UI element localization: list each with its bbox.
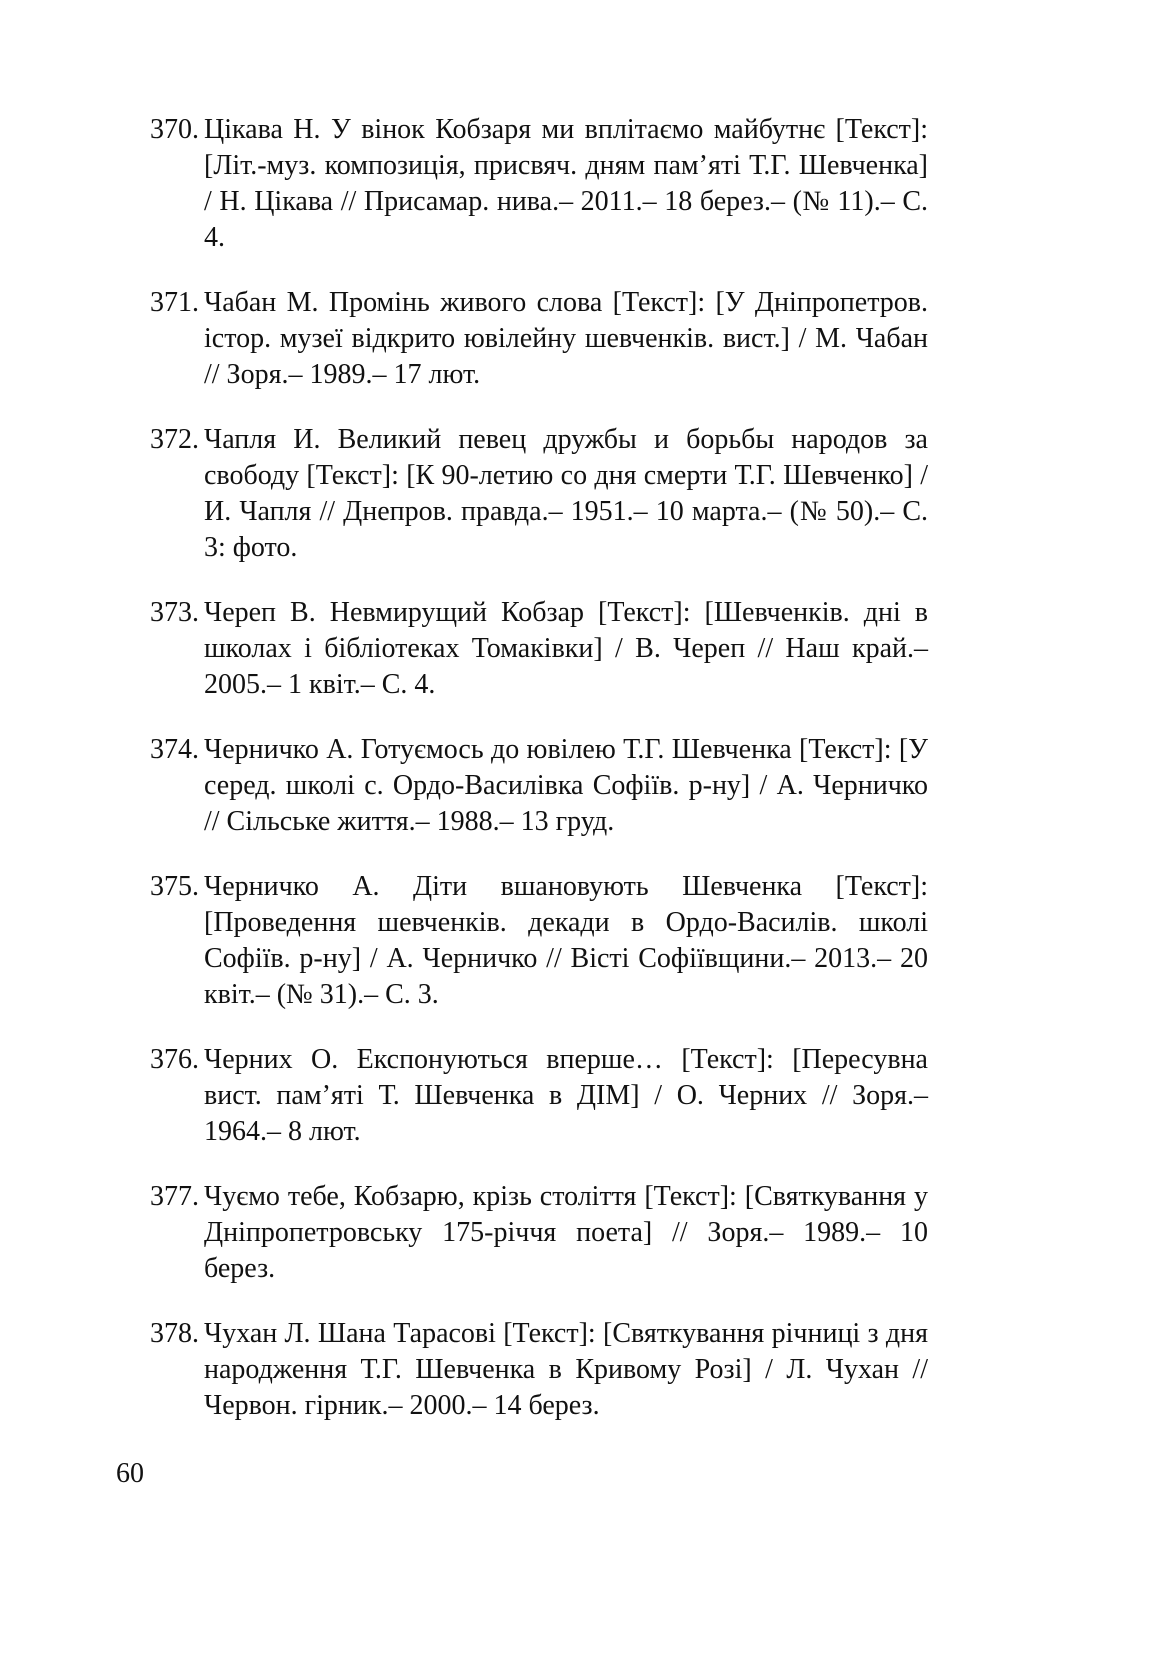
entry-text: Чабан М. Промінь живого слова [Текст]: [У Дніпропетров. істор. музеї відкрито ювілейну шевченків. вист.] / М. Чабан // Зоря.– 1989.– 17 лют. (204, 287, 928, 390)
page-number: 60 (116, 1458, 144, 1489)
entry-number: 374. (150, 734, 199, 765)
entry-text: Чуємо тебе, Кобзарю, крізь століття [Текст]: [Святкування у Дніпропетровську 175-річчя поета] // Зоря.– 1989.– 10 берез. (204, 1181, 928, 1284)
bibliography-entry-372 (150, 422, 928, 566)
bibliography-entry-376 (150, 1042, 928, 1150)
entry-text: Черних О. Експонуються вперше… [Текст]: [Пересувна вист. пам’яті Т. Шевченка в ДІМ] / О. Черних // Зоря.– 1964.– 8 лют. (204, 1044, 928, 1147)
entry-number: 377. (150, 1181, 199, 1212)
entry-number: 373. (150, 597, 199, 628)
entry-text: Черничко А. Готуємось до ювілею Т.Г. Шевченка [Текст]: [У серед. школі с. Ордо-Василівка Софіїв. р-ну] / А. Черничко // Сільське життя.– 1988.– 13 груд. (204, 734, 928, 837)
entry-text: Чапля И. Великий певец дружбы и борьбы народов за свободу [Текст]: [К 90-летию со дня смерти Т.Г. Шевченко] / И. Чапля // Днепров. правда.– 1951.– 10 марта.– (№ 50).– С. 3: фото. (204, 424, 928, 563)
bibliography-entry-375 (150, 869, 928, 1013)
bibliography-entry-370 (150, 112, 928, 256)
entry-text: Черничко А. Діти вшановують Шевченка [Текст]: [Проведення шевченків. декади в Ордо-Василів. школі Софіїв. р-ну] / А. Черничко // Вісті Софіївщини.– 2013.– 20 квіт.– (№ 31).– С. 3. (204, 871, 928, 1010)
entry-number: 375. (150, 871, 199, 902)
entry-number: 371. (150, 287, 199, 318)
entry-text: Цікава Н. У вінок Кобзаря ми вплітаємо майбутнє [Текст]: [Літ.-муз. композиція, присвяч. дням пам’яті Т.Г. Шевченка] / Н. Цікава // Присамар. нива.– 2011.– 18 берез.– (№ 11).– С. 4. (204, 114, 928, 253)
bibliography-entry-371 (150, 285, 928, 393)
entry-number: 376. (150, 1044, 199, 1075)
bibliography-entry-374 (150, 732, 928, 840)
entry-number: 378. (150, 1318, 199, 1349)
entry-number: 370. (150, 114, 199, 145)
bibliography-entry-373 (150, 595, 928, 703)
entry-number: 372. (150, 424, 199, 455)
bibliography-entry-377 (150, 1179, 928, 1287)
entry-text: Череп В. Невмирущий Кобзар [Текст]: [Шевченків. дні в школах і бібліотеках Томаківки] / В. Череп // Наш край.– 2005.– 1 квіт.– С. 4. (204, 597, 928, 700)
bibliography-list (150, 112, 928, 1453)
bibliography-entry-378 (150, 1316, 928, 1424)
entry-text: Чухан Л. Шана Тарасові [Текст]: [Святкування річниці з дня народження Т.Г. Шевченка в Кривому Розі] / Л. Чухан // Червон. гірник.– 2000.– 14 берез. (204, 1318, 928, 1421)
